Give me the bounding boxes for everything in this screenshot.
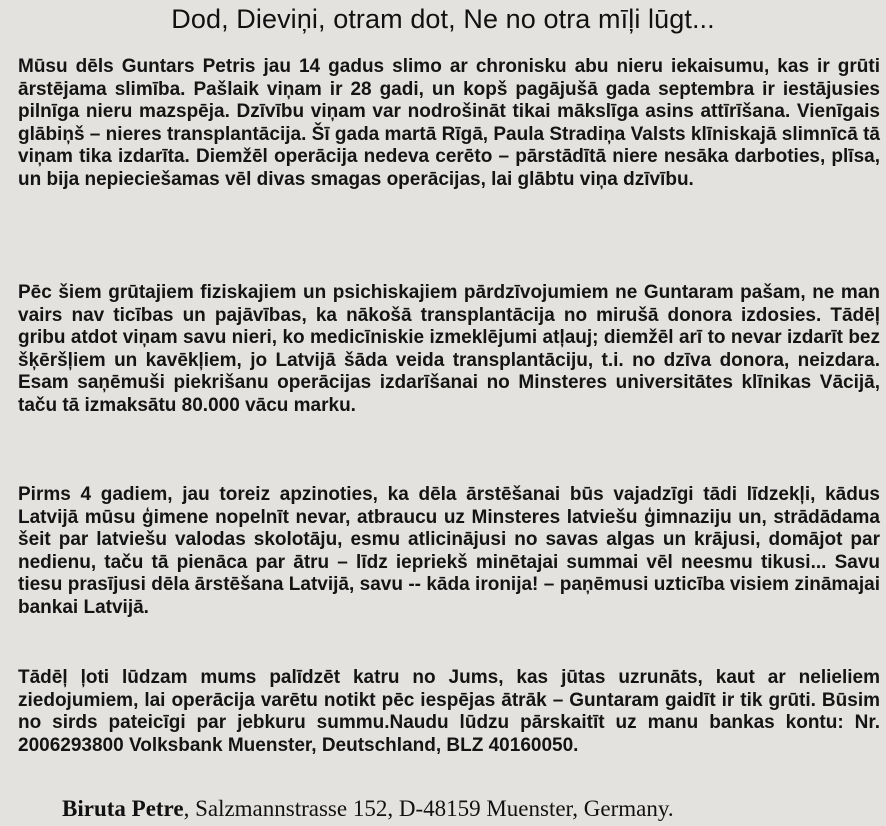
paragraph-3: Pirms 4 gadiem, jau toreiz apzinoties, ka dēla ārstēšanai būs vajadzīgi tādi līdzekļi, kādus Latvijā mūsu ģimene nopelnīt nevar, atbraucu uz Minsteres latviešu ģimnaziju un, strādādama šeit par latviešu valodas skolotāju, esmu atlicinājusi no savas algas un krājusi, domājot par nedienu, taču tā pienāca par ātru – līdz iepriekš minētajai summai vēl neesmu tikusi... Savu tiesu prasījusi dēla ārstēšana Latvijā, savu -- kāda ironija! – paņēmusi uzticība visiem zināmajai bankai Latvijā. bbox=[18, 484, 880, 618]
headline: Dod, Dieviņi, otram dot, Ne no otra mīļi lūgt... bbox=[171, 4, 715, 34]
signature-name: Biruta Petre bbox=[62, 796, 184, 821]
signature-line bbox=[62, 796, 674, 822]
paragraph-4: Tādēļ ļoti lūdzam mums palīdzēt katru no Jums, kas jūtas uzrunāts, kaut ar nelieliem ziedojumiem, lai operācija varētu notikt pēc iespējas ātrāk – Guntaram gaidīt ir tik grūti. Būsim no sirds pateicīgi par jebkuru summu.Naudu lūdzu pārskaitīt uz manu bankas kontu: Nr. 2006293800 Volksbank Muenster, Deutschland, BLZ 40160050. bbox=[18, 667, 880, 756]
signature-address: , Salzmannstrasse 152, D-48159 Muenster, Germany. bbox=[183, 796, 674, 821]
paragraph-1: Mūsu dēls Guntars Petris jau 14 gadus slimo ar chronisku abu nieru iekaisumu, kas ir grūti ārstējama slimība. Pašlaik viņam ir 28 gadi, un kopš pagājušā gada septembra ir iestājusies pilnīga nieru mazspēja. Dzīvību viņam var nodrošināt tikai mākslīga asins attīrīšana. Vienīgais glābiņš – nieres transplantācija. Šī gada martā Rīgā, Paula Stradiņa Valsts klīniskajā slimnīcā tā viņam tika izdarīta. Diemžēl operācija nedeva cerēto – pārstādītā niere nesāka darboties, plīsa, un bija nepieciešamas vēl divas smagas operācijas, lai glābtu viņa dzīvību. bbox=[18, 56, 880, 190]
paragraph-2: Pēc šiem grūtajiem fiziskajiem un psichiskajiem pārdzīvojumiem ne Guntaram pašam, ne man vairs nav ticības un pajāvības, ka nākošā transplantācija no mirušā donora izdosies. Tādēļ gribu atdot viņam savu nieri, ko medicīniskie izmeklējumi atļauj; diemžēl arī to nevar izdarīt bez šķēršļiem un kavēkļiem, jo Latvijā šāda veida transplantāciju, t.i. no dzīva donora, neizdara. Esam saņēmuši piekrišanu operācijas izdarīšanai no Minsteres universitātes klīnikas Vācijā, taču tā izmaksātu 80.000 vācu marku. bbox=[18, 282, 880, 416]
